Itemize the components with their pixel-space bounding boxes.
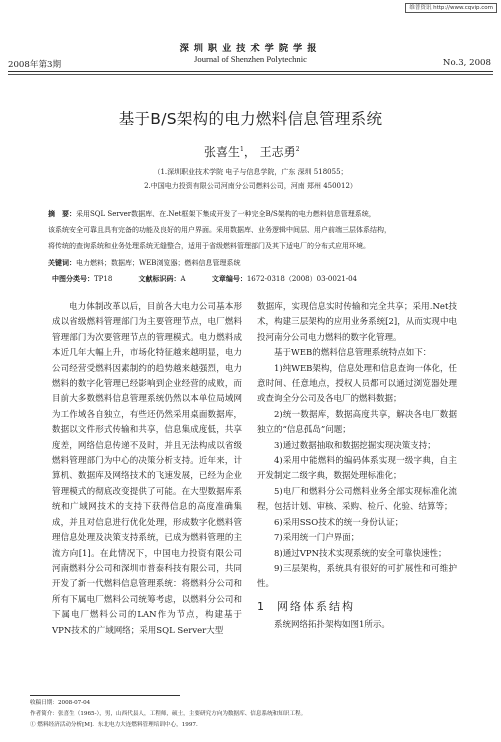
list-item: 4)采用中能燃料的编码体系实现一级字典，自主开发制定二级字典，数据处理标准化； xyxy=(257,456,457,482)
abstract-line xyxy=(48,207,458,221)
list-item: 1)纯WEB架构，信息处理和信息查询一体化，任意时间、任意地点，授权人员都可以通过浏览器处理或查询全分公司及各电厂的燃料数据； xyxy=(257,363,457,405)
journal-title-en: Journal of Shenzhen Polytechnic xyxy=(194,54,307,64)
watermark-stamp: 维普资讯 http://www.cqvip.com xyxy=(405,3,497,13)
body-paragraph: 系统网络拓扑架构如图1所示。 xyxy=(274,620,390,631)
classification-line xyxy=(52,272,462,286)
abstract-label: 摘 要： xyxy=(48,209,76,218)
abstract-line: 将传统的查询系统和业务处理系统无缝整合，适用于省级燃料管理部门及其下适电厂的分布式应用环境。 xyxy=(48,242,370,250)
section-title: 网络体系结构 xyxy=(277,599,355,613)
keywords-text: 电力燃料；数据库；WEB浏览器；燃料信息管理系统 xyxy=(76,259,241,267)
article-no-label: 文章编号： xyxy=(211,274,247,283)
footnote-received: 收稿日期：2008-07-04 xyxy=(30,700,91,706)
issue-number: No.3, 2008 xyxy=(442,58,491,68)
keywords-line xyxy=(48,256,458,270)
body-paragraph: 电力体制改革以后，目前各大电力公司基本形成以省级燃料管理部门为主要管理节点，电厂燃料管理部门为次要管理节点的管理模式。电力燃料成本近几年大幅上升，市场化特征越来越明显，电力公司经营受燃料因素制约的趋势越来越强烈，电力燃料的数字化管理已经影响到企业经营的成败，而目前大多数燃料信息管理系统仍然以本单位局域网为工作域各自独立，有些还仍然采用桌面数据库，数据以文件形式传输和共享，信息集成度低，共享度差，网络信息传递不及时，并且无法构成以省级燃料管理部门为中心的决策分析支持。近年来，计算机、数据库及网络技术的飞速发展，已经为企业管理模式的彻底改变提供了可能。在大型数据库系统和广域网技术的支持下获得信息的高度准确集成，并且对信息进行优化处理，形成数字化燃料管理信息处理及决策支持系统，已成为燃料管理的主流方向[1]。在此情况下，中国电力投资有限公司河南燃料分公司和深圳市普泰科技有限公司，共同开发了新一代燃料信息管理系统：将燃料分公司和所有下属电厂燃料公司统筹考虑，以燃料分公司和下属电厂燃料公司的LAN作为节点，构建基于VPN技术的广域网络；采用SQL Server大型 xyxy=(52,302,242,636)
section-number: 1 xyxy=(257,599,266,613)
author-name: 张喜生 xyxy=(204,145,241,159)
affiliation-line: 2.中国电力投资有限公司河南分公司燃料公司，河南 郑州 450012） xyxy=(144,182,357,190)
journal-title-cn: 深圳职业技术学院学报 xyxy=(179,43,322,54)
article-no-value: 1672-0318（2008）03-0021-04 xyxy=(246,275,357,283)
abstract-line: 该系统安全可靠且具有完备的功能及良好的用户界面。采用数据库、业务逻辑中间层、用户前端三层体系结构， xyxy=(48,226,391,234)
list-item: 2)统一数据库，数据高度共享，解决各电厂数据独立的“信息孤岛”问题； xyxy=(257,409,457,436)
list-item: 8)通过VPN技术实现系统的安全可靠快速性； xyxy=(274,548,447,559)
abstract-text: 采用SQL Server数据库、在.Net框架下集成开发了一种完全B/S架构的电力燃料信息管理系统， xyxy=(76,210,376,218)
body-paragraph: 基于WEB的燃料信息管理系统特点如下： xyxy=(274,348,432,359)
article-title: 基于B/S架构的电力燃料信息管理系统 xyxy=(118,110,383,128)
doc-code-label: 文献标识码： xyxy=(138,274,181,283)
footnote-rule xyxy=(30,695,180,696)
list-item: 6)采用SSO技术的统一身份认证； xyxy=(274,517,404,528)
header-rule xyxy=(8,71,493,72)
issue-label: 2008年第3期 xyxy=(8,60,62,70)
affiliation-line: （1.深圳职业技术学院 电子与信息学院，广东 深圳 518055； xyxy=(153,168,348,176)
right-column xyxy=(257,300,457,634)
list-item: 9)三层架构，系统具有很好的可扩展性和可维护性。 xyxy=(257,563,457,590)
author-sup: 1 xyxy=(240,146,244,153)
body-paragraph: 数据库，实现信息实时传输和完全共享；采用.Net技术，构建三层架构的应用业务系统[2]，从而实现中电投河南分公司电力燃料的数字化管理。 xyxy=(257,302,457,343)
keywords-label: 关键词： xyxy=(48,258,76,267)
section-heading xyxy=(257,599,457,614)
doc-code-value: A xyxy=(180,275,186,283)
clc-label: 中图分类号： xyxy=(52,274,94,283)
author-line: 张喜生$^1$， 王志勇$^2$ xyxy=(204,145,300,159)
clc-value: TP18 xyxy=(94,275,113,283)
footnote-reference: ① 燃料经济活动分析[M]．东北电力大连燃料管理培训中心，1997. xyxy=(30,722,198,728)
list-item: 3)通过数据抽取和数据挖掘实现决策支持； xyxy=(274,440,436,451)
author-name: 王志勇 xyxy=(259,145,296,159)
header-rule-thin xyxy=(8,74,493,75)
list-item: 5)电厂和燃料分公司燃料业务全部实现标准化流程，包括计划、审核、采购、检斤、化验、结算等； xyxy=(257,486,457,513)
left-column xyxy=(52,300,242,639)
footnote-author: 作者简介：张喜生（1965-），男，山西代县人，工程师，硕士，主要研究方向为数据库、信息系统和知识工程。 xyxy=(30,711,307,717)
list-item: 7)采用统一门户界面； xyxy=(274,533,360,544)
author-sup: 2 xyxy=(295,146,300,153)
